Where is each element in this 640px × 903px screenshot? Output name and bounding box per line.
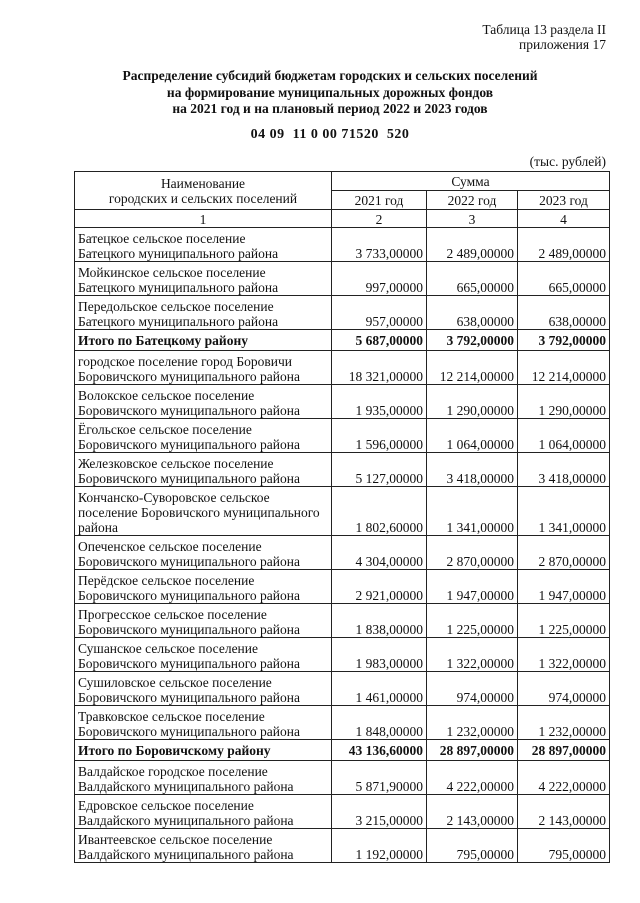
amount-2023: 3 418,00000 xyxy=(518,453,610,487)
column-number: 2 xyxy=(332,210,427,228)
amount-2021: 43 136,60000 xyxy=(332,740,427,761)
amount-2023: 665,00000 xyxy=(518,262,610,296)
table-total-row xyxy=(75,330,610,351)
settlement-name: Ёгольское сельское поселение Боровичского муниципального района xyxy=(75,419,332,453)
amount-2022: 795,00000 xyxy=(427,829,518,863)
amount-2021: 2 921,00000 xyxy=(332,570,427,604)
title-line-2: на формирование муниципальных дорожных фондов xyxy=(166,84,494,100)
amount-2023: 1 322,00000 xyxy=(518,638,610,672)
amount-2021: 4 304,00000 xyxy=(332,536,427,570)
amount-2022: 1 064,00000 xyxy=(427,419,518,453)
amount-2023: 2 489,00000 xyxy=(518,228,610,262)
amount-2023: 3 792,00000 xyxy=(518,330,610,351)
amount-2023: 4 222,00000 xyxy=(518,761,610,795)
note-line-2: приложения 17 xyxy=(518,37,606,52)
amount-2021: 997,00000 xyxy=(332,262,427,296)
amount-2023: 1 225,00000 xyxy=(518,604,610,638)
amount-2022: 1 232,00000 xyxy=(427,706,518,740)
amount-2021: 1 983,00000 xyxy=(332,638,427,672)
table-row xyxy=(75,638,610,672)
amount-2022: 638,00000 xyxy=(427,296,518,330)
amount-2021: 1 935,00000 xyxy=(332,385,427,419)
table-row xyxy=(75,795,610,829)
amount-2023: 1 232,00000 xyxy=(518,706,610,740)
amount-2022: 4 222,00000 xyxy=(427,761,518,795)
note-line-1: Таблица 13 раздела II xyxy=(482,22,606,37)
amount-2021: 3 215,00000 xyxy=(332,795,427,829)
column-number: 1 xyxy=(75,210,332,228)
amount-2023: 795,00000 xyxy=(518,829,610,863)
amount-2021: 1 848,00000 xyxy=(332,706,427,740)
amount-2022: 665,00000 xyxy=(427,262,518,296)
amount-2021: 957,00000 xyxy=(332,296,427,330)
amount-2021: 1 461,00000 xyxy=(332,672,427,706)
amount-2022: 12 214,00000 xyxy=(427,351,518,385)
subsidy-table xyxy=(74,171,610,863)
column-number: 4 xyxy=(518,210,610,228)
settlement-name: Опеченское сельское поселение Боровичского муниципального района xyxy=(75,536,332,570)
amount-2023: 1 064,00000 xyxy=(518,419,610,453)
amount-2022: 3 792,00000 xyxy=(427,330,518,351)
column-header-sum: Сумма xyxy=(332,172,610,191)
table-row xyxy=(75,706,610,740)
settlement-name: Передольское сельское поселение Батецкого муниципального района xyxy=(75,296,332,330)
settlement-name: Перёдское сельское поселение Боровичского муниципального района xyxy=(75,570,332,604)
settlement-name: Мойкинское сельское поселение Батецкого муниципального района xyxy=(75,262,332,296)
column-header-year-2023: 2023 год xyxy=(518,191,610,210)
units-label: (тыс. рублей) xyxy=(529,154,606,169)
settlement-name: Итого по Батецкому району xyxy=(75,330,332,351)
table-row xyxy=(75,672,610,706)
amount-2023: 12 214,00000 xyxy=(518,351,610,385)
settlement-name: Сушиловское сельское поселение Боровичского муниципального района xyxy=(75,672,332,706)
table-row xyxy=(75,296,610,330)
table-row xyxy=(75,385,610,419)
settlement-name: Ивантеевское сельское поселение Валдайского муниципального района xyxy=(75,829,332,863)
table-body xyxy=(75,228,610,863)
amount-2023: 974,00000 xyxy=(518,672,610,706)
column-number-row xyxy=(75,210,610,228)
table-row xyxy=(75,761,610,795)
table-row xyxy=(75,570,610,604)
amount-2021: 1 802,60000 xyxy=(332,487,427,536)
document-title xyxy=(40,68,620,118)
amount-2023: 1 947,00000 xyxy=(518,570,610,604)
table-total-row xyxy=(75,740,610,761)
amount-2022: 1 947,00000 xyxy=(427,570,518,604)
settlement-name: Итого по Боровичскому району xyxy=(75,740,332,761)
settlement-name: Волокское сельское поселение Боровичского муниципального района xyxy=(75,385,332,419)
settlement-name: Кончанско-Суворовское сельское поселение Боровичского муниципального района xyxy=(75,487,332,536)
amount-2023: 2 143,00000 xyxy=(518,795,610,829)
settlement-name: Валдайское городское поселение Валдайского муниципального района xyxy=(75,761,332,795)
amount-2022: 974,00000 xyxy=(427,672,518,706)
table-row xyxy=(75,228,610,262)
amount-2021: 5 127,00000 xyxy=(332,453,427,487)
settlement-name: Травковское сельское поселение Боровичского муниципального района xyxy=(75,706,332,740)
amount-2022: 2 870,00000 xyxy=(427,536,518,570)
amount-2021: 18 321,00000 xyxy=(332,351,427,385)
column-header-year-2021: 2021 год xyxy=(332,191,427,210)
budget-code: 04 09 11 0 00 71520 520 xyxy=(250,127,410,142)
table-row xyxy=(75,487,610,536)
amount-2023: 1 290,00000 xyxy=(518,385,610,419)
column-number: 3 xyxy=(427,210,518,228)
table-row xyxy=(75,419,610,453)
table-row xyxy=(75,351,610,385)
table-row xyxy=(75,536,610,570)
column-header-year-2022: 2022 год xyxy=(427,191,518,210)
settlement-name: Прогресское сельское поселение Боровичского муниципального района xyxy=(75,604,332,638)
settlement-name: Сушанское сельское поселение Боровичского муниципального района xyxy=(75,638,332,672)
table-row xyxy=(75,604,610,638)
table-reference-note xyxy=(482,22,606,52)
settlement-name: Батецкое сельское поселение Батецкого муниципального района xyxy=(75,228,332,262)
amount-2023: 2 870,00000 xyxy=(518,536,610,570)
amount-2022: 1 290,00000 xyxy=(427,385,518,419)
amount-2023: 28 897,00000 xyxy=(518,740,610,761)
table-row xyxy=(75,829,610,863)
amount-2022: 2 143,00000 xyxy=(427,795,518,829)
amount-2021: 1 838,00000 xyxy=(332,604,427,638)
amount-2022: 1 322,00000 xyxy=(427,638,518,672)
settlement-name: Железковское сельское поселение Боровичского муниципального района xyxy=(75,453,332,487)
amount-2023: 638,00000 xyxy=(518,296,610,330)
amount-2022: 1 341,00000 xyxy=(427,487,518,536)
amount-2021: 5 871,90000 xyxy=(332,761,427,795)
table-row xyxy=(75,453,610,487)
amount-2021: 1 192,00000 xyxy=(332,829,427,863)
settlement-name: Едровское сельское поселение Валдайского муниципального района xyxy=(75,795,332,829)
amount-2022: 1 225,00000 xyxy=(427,604,518,638)
amount-2022: 28 897,00000 xyxy=(427,740,518,761)
settlement-name: городское поселение город Боровичи Боровичского муниципального района xyxy=(75,351,332,385)
table-row xyxy=(75,262,610,296)
amount-2023: 1 341,00000 xyxy=(518,487,610,536)
amount-2021: 1 596,00000 xyxy=(332,419,427,453)
amount-2022: 3 418,00000 xyxy=(427,453,518,487)
column-header-name: Наименование городских и сельских поселений xyxy=(75,172,332,210)
amount-2022: 2 489,00000 xyxy=(427,228,518,262)
title-line-3: на 2021 год и на плановый период 2022 и 2023 годов xyxy=(172,101,488,116)
title-line-1: Распределение субсидий бюджетам городских и сельских поселений xyxy=(122,68,538,83)
amount-2021: 3 733,00000 xyxy=(332,228,427,262)
amount-2021: 5 687,00000 xyxy=(332,330,427,351)
